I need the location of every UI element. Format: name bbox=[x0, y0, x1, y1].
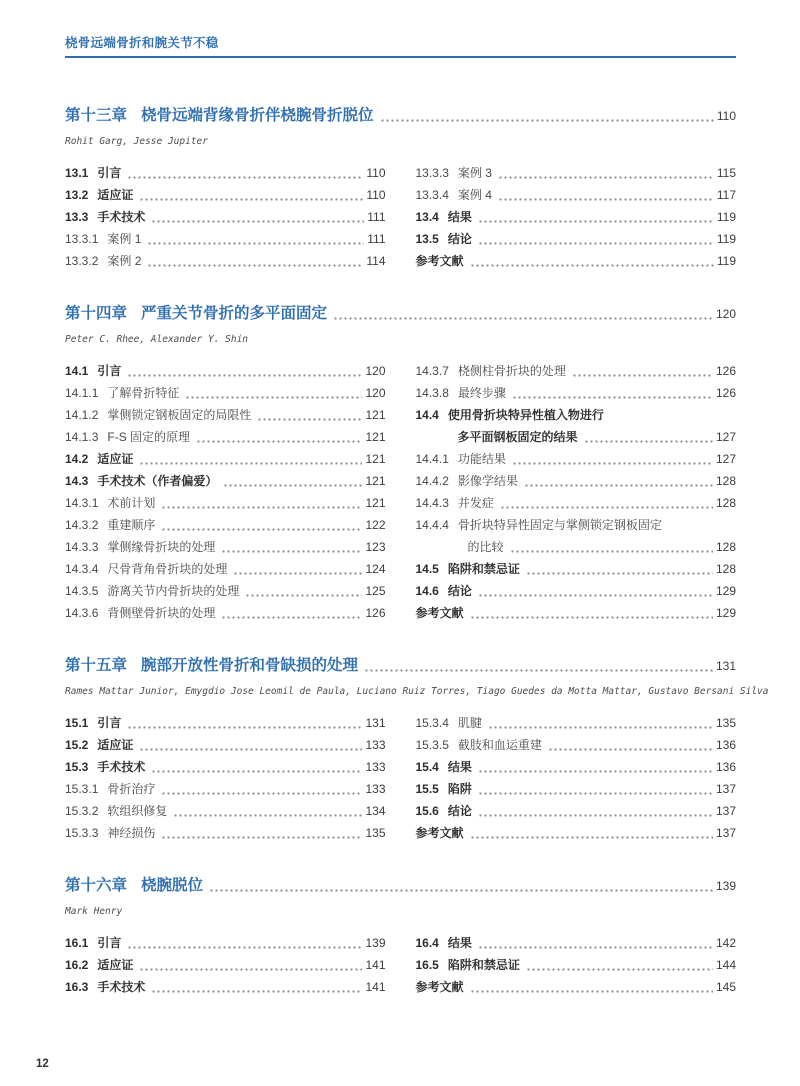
toc-entry-number: 15.2 bbox=[65, 738, 89, 752]
toc-entry-title: 了解骨折特征 bbox=[107, 386, 180, 400]
toc-entry bbox=[65, 514, 386, 536]
dot-leader bbox=[151, 760, 362, 778]
toc-entry-number: 14.3.2 bbox=[65, 518, 99, 532]
dot-leader bbox=[548, 738, 713, 756]
toc-entry-page: 127 bbox=[715, 452, 736, 466]
dot-leader bbox=[512, 452, 713, 470]
toc-column-left bbox=[65, 360, 386, 624]
chapter-authors: Rohit Garg, Jesse Jupiter bbox=[65, 136, 208, 147]
toc-entry-page: 128 bbox=[715, 474, 736, 488]
toc-entry-number: 14.3.5 bbox=[65, 584, 99, 598]
toc-entry bbox=[416, 778, 737, 800]
toc-entry-number: 14.4.2 bbox=[415, 474, 449, 488]
toc-entry bbox=[65, 778, 386, 800]
toc-entry-number: 13.5 bbox=[415, 232, 439, 246]
toc-entry bbox=[416, 360, 737, 382]
toc-entry-title: 手术技术（作者偏爱） bbox=[97, 474, 218, 488]
toc-entry-number: 13.3.3 bbox=[415, 166, 449, 180]
dot-leader bbox=[470, 606, 713, 624]
toc-entry-page: 128 bbox=[715, 540, 736, 554]
toc-entry-page: 124 bbox=[365, 562, 386, 576]
dot-leader bbox=[364, 659, 713, 677]
toc-entry-page: 137 bbox=[715, 804, 736, 818]
toc-entry bbox=[416, 184, 737, 206]
toc-entry bbox=[416, 756, 737, 778]
toc-entry-page: 123 bbox=[365, 540, 386, 554]
toc-entry-title: 引言 bbox=[97, 364, 122, 378]
chapter-block bbox=[65, 105, 736, 272]
toc-entry-title: 陷阱 bbox=[447, 782, 472, 796]
toc-entry-page: 131 bbox=[365, 716, 386, 730]
toc-entry-page: 133 bbox=[365, 738, 386, 752]
chapter-heading bbox=[65, 875, 736, 897]
toc-entry-number: 14.3.7 bbox=[415, 364, 449, 378]
toc-entry-page: 139 bbox=[365, 936, 386, 950]
toc-entry-number: 15.3.3 bbox=[65, 826, 99, 840]
toc-entry bbox=[416, 206, 737, 228]
chapter-title: 腕部开放性骨折和骨缺损的处理 bbox=[141, 657, 359, 674]
toc-entry-page: 129 bbox=[715, 606, 736, 620]
toc-entry-page: 129 bbox=[715, 584, 736, 598]
toc-entry-number: 13.3.2 bbox=[65, 254, 99, 268]
toc-entry-title: 适应证 bbox=[97, 452, 134, 466]
dot-leader bbox=[151, 210, 364, 228]
chapter-page: 139 bbox=[715, 879, 736, 893]
toc-entry-page: 119 bbox=[716, 210, 736, 224]
toc-entry-title: 案例 3 bbox=[457, 166, 492, 180]
toc-entry-title: 案例 4 bbox=[457, 188, 492, 202]
toc-entry bbox=[65, 602, 386, 624]
toc-entry-number: 14.3.1 bbox=[65, 496, 99, 510]
toc-entry-number: 14.1.3 bbox=[65, 430, 99, 444]
toc-entry-number: 16.3 bbox=[65, 980, 89, 994]
toc-entry-title: 背侧壁骨折块的处理 bbox=[107, 606, 216, 620]
dot-leader bbox=[223, 474, 362, 492]
chapter-title: 严重关节骨折的多平面固定 bbox=[141, 305, 328, 322]
toc-entry-title: 参考文献 bbox=[415, 254, 464, 268]
toc-entry-page: 133 bbox=[365, 782, 386, 796]
dot-leader bbox=[333, 307, 713, 325]
toc-columns bbox=[65, 162, 736, 272]
chapter-heading bbox=[65, 105, 736, 127]
dot-leader bbox=[510, 540, 713, 558]
chapter-number: 第十六章 bbox=[65, 877, 128, 894]
chapter-authors: Mark Henry bbox=[65, 906, 123, 917]
toc-entry-page: 121 bbox=[365, 474, 386, 488]
toc-entry-number: 14.4.3 bbox=[415, 496, 449, 510]
chapter-page: 131 bbox=[715, 659, 736, 673]
toc-entry bbox=[416, 558, 737, 580]
toc-entry-page: 121 bbox=[365, 496, 386, 510]
toc-entry-title: 结果 bbox=[447, 210, 472, 224]
toc-entry-title: 影像学结果 bbox=[457, 474, 518, 488]
dot-leader bbox=[584, 430, 713, 448]
toc-entry-number: 14.4.4 bbox=[415, 518, 449, 532]
toc-entry-title: 陷阱和禁忌证 bbox=[447, 562, 520, 576]
toc-entry-title: 结论 bbox=[447, 584, 472, 598]
dot-leader bbox=[161, 826, 362, 844]
toc-entry-title: 案例 2 bbox=[107, 254, 142, 268]
chapter-block bbox=[65, 655, 769, 844]
running-head bbox=[65, 36, 736, 58]
toc-entry-page: 111 bbox=[367, 232, 386, 246]
toc-entry-number: 13.1 bbox=[65, 166, 89, 180]
toc-entry-number: 15.3.4 bbox=[415, 716, 449, 730]
toc-entry bbox=[416, 822, 737, 844]
toc-entry-title: 骨折块特异性固定与掌侧锁定钢板固定 bbox=[457, 518, 662, 532]
chapter-heading bbox=[65, 303, 736, 325]
dot-leader bbox=[127, 716, 362, 734]
dot-leader bbox=[500, 496, 713, 514]
toc-entry-number: 13.4 bbox=[415, 210, 439, 224]
toc-entry bbox=[65, 162, 386, 184]
toc-entry-page: 110 bbox=[366, 166, 386, 180]
toc-entry-page: 136 bbox=[715, 760, 736, 774]
dot-leader bbox=[147, 254, 363, 272]
toc-entry-title: 重建顺序 bbox=[107, 518, 156, 532]
toc-entry bbox=[65, 536, 386, 558]
toc-entry-page: 144 bbox=[715, 958, 736, 972]
dot-leader bbox=[196, 430, 362, 448]
toc-entry-number: 14.1.2 bbox=[65, 408, 99, 422]
dot-leader bbox=[478, 760, 713, 778]
toc-entry-page: 142 bbox=[715, 936, 736, 950]
toc-entry-page: 136 bbox=[715, 738, 736, 752]
toc-entry bbox=[416, 448, 737, 470]
toc-entry bbox=[65, 448, 386, 470]
dot-leader bbox=[161, 518, 362, 536]
toc-entry-number: 15.6 bbox=[415, 804, 439, 818]
toc-entry bbox=[416, 382, 737, 404]
toc-entry bbox=[416, 734, 737, 756]
table-of-contents bbox=[65, 105, 769, 998]
toc-entry-title: 游离关节内骨折块的处理 bbox=[107, 584, 240, 598]
dot-leader bbox=[127, 166, 363, 184]
toc-entry-page: 134 bbox=[365, 804, 386, 818]
toc-entry-page: 110 bbox=[366, 188, 386, 202]
toc-entry bbox=[416, 536, 737, 558]
toc-entry-title: 引言 bbox=[97, 936, 122, 950]
toc-entry-title: 多平面钢板固定的结果 bbox=[457, 430, 578, 444]
toc-entry-page: 137 bbox=[715, 826, 736, 840]
toc-entry-number: 15.5 bbox=[415, 782, 439, 796]
toc-entry-title: 参考文献 bbox=[415, 980, 464, 994]
toc-entry-number: 15.4 bbox=[415, 760, 439, 774]
dot-leader bbox=[221, 540, 362, 558]
dot-leader bbox=[185, 386, 362, 404]
toc-entry bbox=[65, 976, 386, 998]
toc-column-right bbox=[416, 162, 737, 272]
chapter-number: 第十四章 bbox=[65, 305, 128, 322]
toc-entry-number: 14.3.4 bbox=[65, 562, 99, 576]
toc-entry bbox=[65, 734, 386, 756]
toc-entry-title: 适应证 bbox=[97, 188, 134, 202]
toc-entry-title: F-S 固定的原理 bbox=[107, 430, 191, 444]
toc-entry bbox=[65, 558, 386, 580]
toc-entry bbox=[416, 228, 737, 250]
toc-entry-title: 肌腱 bbox=[457, 716, 482, 730]
toc-entry-title: 引言 bbox=[97, 166, 122, 180]
chapter-page: 110 bbox=[716, 109, 736, 123]
toc-entry-page: 119 bbox=[716, 254, 736, 268]
toc-entry bbox=[416, 602, 737, 624]
toc-entry-number: 16.5 bbox=[415, 958, 439, 972]
dot-leader bbox=[470, 980, 713, 998]
toc-entry-title: 手术技术 bbox=[97, 210, 146, 224]
toc-entry-title: 骨折治疗 bbox=[107, 782, 156, 796]
toc-entry-page: 114 bbox=[366, 254, 386, 268]
toc-entry bbox=[65, 250, 386, 272]
toc-entry bbox=[65, 206, 386, 228]
toc-entry bbox=[65, 580, 386, 602]
dot-leader bbox=[526, 562, 713, 580]
toc-entry bbox=[416, 162, 737, 184]
toc-entry bbox=[416, 250, 737, 272]
toc-entry-number: 15.3.2 bbox=[65, 804, 99, 818]
dot-leader bbox=[470, 826, 713, 844]
chapter-authors: Peter C. Rhee, Alexander Y. Shin bbox=[65, 334, 249, 345]
toc-entry-title: 适应证 bbox=[97, 738, 134, 752]
toc-entry bbox=[65, 712, 386, 734]
toc-entry-number: 14.1 bbox=[65, 364, 89, 378]
toc-entry-page: 125 bbox=[365, 584, 386, 598]
toc-entry-number: 14.3.3 bbox=[65, 540, 99, 554]
toc-entry-number: 14.5 bbox=[415, 562, 439, 576]
toc-columns bbox=[65, 712, 736, 844]
chapter-title: 桡腕脱位 bbox=[141, 877, 204, 894]
page-number: 12 bbox=[36, 1058, 49, 1070]
toc-entry-number: 14.3.8 bbox=[415, 386, 449, 400]
toc-entry bbox=[416, 976, 737, 998]
dot-leader bbox=[498, 188, 714, 206]
toc-entry-title: 掌侧缘骨折块的处理 bbox=[107, 540, 216, 554]
toc-entry-title: 并发症 bbox=[457, 496, 494, 510]
chapter-authors: Rames Mattar Junior, Emygdio Jose Leomil de Paula, Luciano Ruiz Torres, Tiago Guedes da Motta Mattar, Gustavo Bersani Silva bbox=[65, 686, 769, 697]
toc-entry bbox=[65, 184, 386, 206]
toc-entry-number: 14.3 bbox=[65, 474, 89, 488]
toc-column-right bbox=[416, 932, 737, 998]
toc-entry bbox=[65, 360, 386, 382]
toc-entry-number: 14.6 bbox=[415, 584, 439, 598]
toc-entry-title: 结果 bbox=[447, 760, 472, 774]
toc-entry bbox=[65, 822, 386, 844]
dot-leader bbox=[478, 232, 714, 250]
toc-entry-number: 16.4 bbox=[415, 936, 439, 950]
dot-leader bbox=[161, 496, 362, 514]
toc-entry-number: 13.3 bbox=[65, 210, 89, 224]
toc-entry-number: 13.3.4 bbox=[415, 188, 449, 202]
toc-entry-title: 陷阱和禁忌证 bbox=[447, 958, 520, 972]
toc-entry-title: 软组织修复 bbox=[107, 804, 168, 818]
toc-entry-title: 的比较 bbox=[467, 540, 504, 554]
toc-entry bbox=[416, 514, 737, 536]
dot-leader bbox=[470, 254, 714, 272]
toc-entry-title: 参考文献 bbox=[415, 606, 464, 620]
toc-entry-page: 137 bbox=[715, 782, 736, 796]
toc-entry bbox=[65, 382, 386, 404]
dot-leader bbox=[488, 716, 713, 734]
dot-leader bbox=[173, 804, 362, 822]
toc-entry-page: 115 bbox=[716, 166, 736, 180]
toc-entry-title: 截肢和血运重建 bbox=[457, 738, 542, 752]
dot-leader bbox=[139, 958, 362, 976]
dot-leader bbox=[245, 584, 362, 602]
dot-leader bbox=[161, 782, 362, 800]
chapter-block bbox=[65, 303, 736, 624]
toc-entry-number: 15.3.5 bbox=[415, 738, 449, 752]
dot-leader bbox=[147, 232, 364, 250]
chapter-page: 120 bbox=[715, 307, 736, 321]
toc-entry-page: 121 bbox=[365, 408, 386, 422]
toc-entry-page: 126 bbox=[715, 386, 736, 400]
toc-entry-title: 结论 bbox=[447, 232, 472, 246]
dot-leader bbox=[512, 386, 713, 404]
toc-entry-page: 117 bbox=[716, 188, 736, 202]
toc-entry-page: 133 bbox=[365, 760, 386, 774]
toc-column-right bbox=[416, 712, 737, 844]
toc-entry-number: 13.2 bbox=[65, 188, 89, 202]
dot-leader bbox=[524, 474, 713, 492]
dot-leader bbox=[478, 782, 713, 800]
book-title: 桡骨远端骨折和腕关节不稳 bbox=[65, 36, 219, 50]
toc-entry bbox=[65, 470, 386, 492]
toc-entry bbox=[416, 954, 737, 976]
toc-entry bbox=[65, 492, 386, 514]
toc-entry-title: 结果 bbox=[447, 936, 472, 950]
toc-entry-page: 121 bbox=[365, 430, 386, 444]
toc-entry-page: 120 bbox=[365, 364, 386, 378]
dot-leader bbox=[127, 364, 362, 382]
toc-entry bbox=[416, 800, 737, 822]
toc-entry bbox=[65, 954, 386, 976]
toc-entry-title: 功能结果 bbox=[457, 452, 506, 466]
toc-entry bbox=[65, 932, 386, 954]
toc-entry-page: 119 bbox=[716, 232, 736, 246]
toc-entry-page: 121 bbox=[365, 452, 386, 466]
chapter-block bbox=[65, 875, 736, 998]
toc-entry-title: 掌侧锁定钢板固定的局限性 bbox=[107, 408, 252, 422]
toc-entry-number: 14.3.6 bbox=[65, 606, 99, 620]
toc-entry-title: 引言 bbox=[97, 716, 122, 730]
toc-entry-number: 15.3 bbox=[65, 760, 89, 774]
dot-leader bbox=[478, 936, 713, 954]
toc-entry-title: 参考文献 bbox=[415, 826, 464, 840]
toc-entry bbox=[65, 228, 386, 250]
toc-entry-title: 使用骨折块特异性植入物进行 bbox=[447, 408, 604, 422]
dot-leader bbox=[127, 936, 362, 954]
dot-leader bbox=[478, 584, 713, 602]
toc-entry-page: 128 bbox=[715, 496, 736, 510]
toc-entry-title: 桡侧柱骨折块的处理 bbox=[457, 364, 566, 378]
dot-leader bbox=[221, 606, 362, 624]
toc-entry-title: 尺骨背角骨折块的处理 bbox=[107, 562, 228, 576]
toc-entry-number: 14.2 bbox=[65, 452, 89, 466]
toc-entry-number: 14.4 bbox=[415, 408, 439, 422]
dot-leader bbox=[233, 562, 362, 580]
header-rule bbox=[65, 56, 736, 58]
toc-entry-title: 神经损伤 bbox=[107, 826, 156, 840]
toc-entry-page: 141 bbox=[365, 980, 386, 994]
toc-entry-page: 126 bbox=[365, 606, 386, 620]
chapter-heading bbox=[65, 655, 736, 677]
toc-entry bbox=[416, 404, 737, 426]
toc-column-left bbox=[65, 712, 386, 844]
dot-leader bbox=[257, 408, 362, 426]
toc-entry-title: 结论 bbox=[447, 804, 472, 818]
dot-leader bbox=[572, 364, 713, 382]
toc-entry bbox=[416, 426, 737, 448]
toc-entry-page: 122 bbox=[365, 518, 386, 532]
toc-entry-title: 手术技术 bbox=[97, 760, 146, 774]
dot-leader bbox=[139, 738, 362, 756]
dot-leader bbox=[478, 210, 714, 228]
toc-entry-number: 13.3.1 bbox=[65, 232, 99, 246]
toc-entry bbox=[65, 404, 386, 426]
toc-entry-number: 16.2 bbox=[65, 958, 89, 972]
toc-entry-title: 案例 1 bbox=[107, 232, 142, 246]
chapter-number: 第十五章 bbox=[65, 657, 128, 674]
toc-entry bbox=[65, 800, 386, 822]
toc-entry-page: 120 bbox=[365, 386, 386, 400]
dot-leader bbox=[151, 980, 362, 998]
toc-entry-page: 128 bbox=[715, 562, 736, 576]
toc-entry-title: 适应证 bbox=[97, 958, 134, 972]
toc-columns bbox=[65, 360, 736, 624]
toc-entry-page: 127 bbox=[715, 430, 736, 444]
toc-entry-page: 135 bbox=[715, 716, 736, 730]
toc-entry bbox=[416, 712, 737, 734]
toc-entry-number: 15.3.1 bbox=[65, 782, 99, 796]
toc-entry-title: 手术技术 bbox=[97, 980, 146, 994]
chapter-number: 第十三章 bbox=[65, 107, 128, 124]
dot-leader bbox=[139, 452, 362, 470]
chapter-title: 桡骨远端背缘骨折伴桡腕骨折脱位 bbox=[141, 107, 374, 124]
toc-entry bbox=[416, 492, 737, 514]
dot-leader bbox=[209, 879, 713, 897]
toc-columns bbox=[65, 932, 736, 998]
toc-column-left bbox=[65, 932, 386, 998]
toc-entry-page: 111 bbox=[367, 210, 386, 224]
dot-leader bbox=[526, 958, 713, 976]
toc-entry-title: 最终步骤 bbox=[457, 386, 506, 400]
toc-entry-number: 15.1 bbox=[65, 716, 89, 730]
toc-entry-page: 145 bbox=[715, 980, 736, 994]
toc-entry-page: 135 bbox=[365, 826, 386, 840]
toc-entry bbox=[65, 756, 386, 778]
dot-leader bbox=[478, 804, 713, 822]
dot-leader bbox=[380, 109, 714, 127]
dot-leader bbox=[498, 166, 714, 184]
toc-column-right bbox=[416, 360, 737, 624]
toc-entry-number: 16.1 bbox=[65, 936, 89, 950]
toc-entry-page: 126 bbox=[715, 364, 736, 378]
toc-entry bbox=[65, 426, 386, 448]
dot-leader bbox=[139, 188, 363, 206]
toc-entry-number: 14.4.1 bbox=[415, 452, 449, 466]
toc-entry bbox=[416, 932, 737, 954]
toc-column-left bbox=[65, 162, 386, 272]
toc-entry bbox=[416, 470, 737, 492]
toc-entry bbox=[416, 580, 737, 602]
toc-entry-number: 14.1.1 bbox=[65, 386, 99, 400]
toc-entry-title: 术前计划 bbox=[107, 496, 156, 510]
toc-entry-page: 141 bbox=[365, 958, 386, 972]
